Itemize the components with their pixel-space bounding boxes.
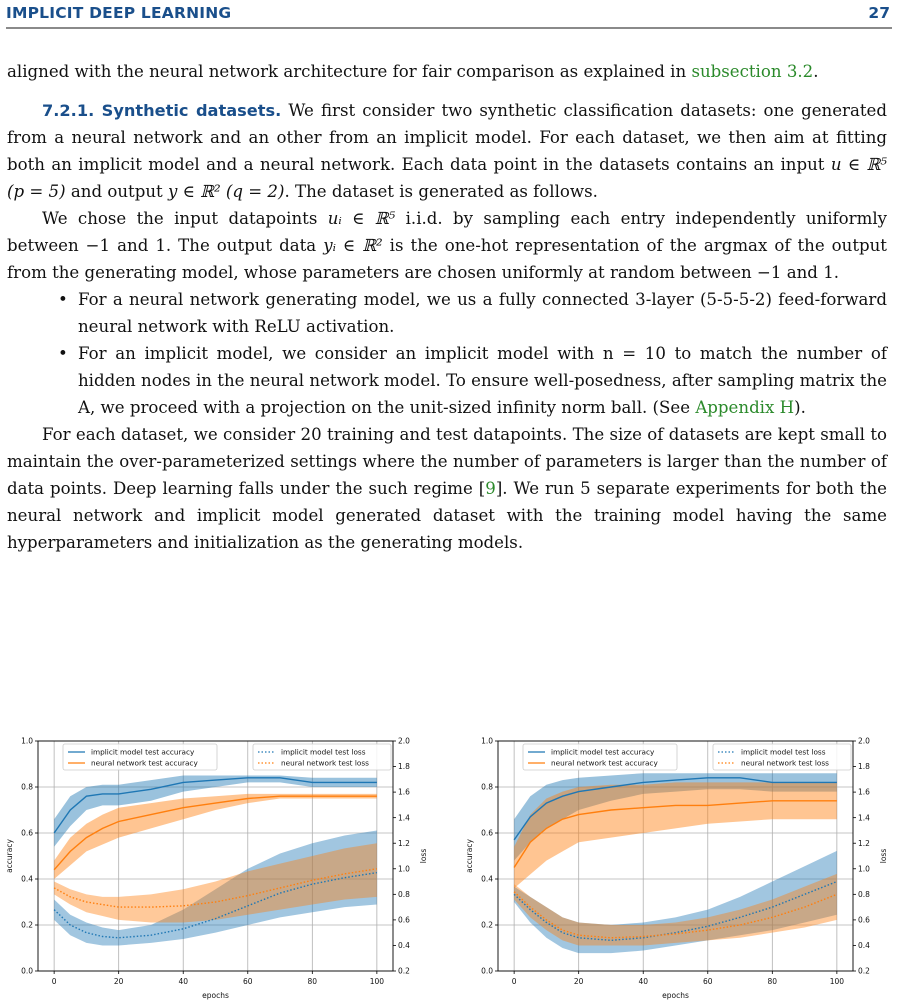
y-right-tick-label: 0.4 [858, 941, 870, 951]
series-band [514, 782, 837, 888]
bullet-list [7, 286, 887, 421]
legend-label: neural network test loss [281, 758, 369, 768]
y-right-tick-label: 0.4 [398, 941, 410, 951]
y-right-tick-label: 0.2 [858, 966, 870, 976]
page-header [6, 0, 892, 28]
x-tick-label: 60 [242, 977, 253, 986]
y-right-tick-label: 1.2 [398, 838, 410, 848]
y-right-tick-label: 1.6 [858, 787, 870, 797]
paragraph-datasets: For each dataset, we consider 20 training and test datapoints. The size of datasets are kept small to maintain the over-parameterized settings where the number of parameters is larger than the number of data points. Deep learning falls under the such regime [9]. We run 5 separate experiments for both the neural network and implicit model generated dataset with the training model having the same hyperparameters and initialization as the generating models. [7, 425, 888, 552]
list-item: • For an implicit model, we consider an implicit model with n = 10 to match the number of hidden nodes in the neural network model. To ensure well-posedness, after sampling matrix the A, we proceed with a projection on the unit-sized infinity norm ball. (See Appendix H). [58, 344, 887, 417]
y-right-tick-label: 0.6 [858, 915, 870, 925]
y-tick-label: 0.2 [481, 920, 493, 930]
y-right-tick-label: 1.8 [858, 762, 870, 772]
y-tick-label: 0.4 [21, 874, 33, 884]
y-axis-label: accuracy [5, 839, 14, 873]
x-tick-label: 0 [511, 977, 517, 986]
legend-label: neural network test loss [741, 758, 829, 768]
y-right-axis-label: loss [879, 848, 888, 864]
chart-left-svg [0, 733, 438, 1002]
x-axis-label: epochs [202, 991, 229, 1000]
running-title: IMPLICIT DEEP LEARNING [6, 4, 232, 22]
legend-label: implicit model test loss [281, 747, 366, 757]
x-tick-label: 80 [307, 977, 318, 986]
series-band [54, 843, 377, 922]
x-tick-label: 40 [178, 977, 189, 986]
chart-right-svg [460, 733, 898, 1002]
legend-label: implicit model test accuracy [551, 747, 655, 757]
x-tick-label: 20 [113, 977, 124, 986]
section-heading: 7.2.1. Synthetic datasets. [42, 101, 282, 120]
y-right-tick-label: 0.6 [398, 915, 410, 925]
legend-label: neural network test accuracy [91, 758, 198, 768]
x-tick-label: 100 [369, 977, 385, 986]
y-tick-label: 0.2 [21, 920, 33, 930]
link-subsection[interactable]: subsection 3.2 [691, 62, 814, 81]
header-rule [6, 27, 892, 29]
list-item: • For a neural network generating model, we us a fully connected 3-layer (5-5-5-2) feed-forward neural network with ReLU activation. [58, 290, 887, 336]
y-right-tick-label: 1.2 [858, 838, 870, 848]
y-axis-label: accuracy [465, 839, 474, 873]
y-right-tick-label: 2.0 [398, 736, 410, 746]
page-number: 27 [868, 4, 890, 22]
x-tick-label: 20 [573, 977, 584, 986]
x-tick-label: 60 [702, 977, 713, 986]
y-tick-label: 0.8 [21, 782, 33, 792]
y-right-tick-label: 0.8 [858, 889, 870, 899]
y-tick-label: 0.4 [481, 874, 493, 884]
y-right-tick-label: 2.0 [858, 736, 870, 746]
legend-label: neural network test accuracy [551, 758, 658, 768]
chart-left [0, 733, 438, 1002]
y-right-tick-label: 1.4 [398, 813, 410, 823]
y-tick-label: 0.8 [481, 782, 493, 792]
y-right-tick-label: 0.2 [398, 966, 410, 976]
x-tick-label: 0 [51, 977, 57, 986]
legend-label: implicit model test loss [741, 747, 826, 757]
y-right-tick-label: 0.8 [398, 889, 410, 899]
citation-link[interactable]: 9 [485, 479, 496, 498]
paragraph-datapoints: We chose the input datapoints uᵢ ∈ ℝ⁵ i.i.d. by sampling each entry independently uniformly between −1 and 1. The output data yᵢ ∈ ℝ² is the one-hot representation of the argmax of the output from the generating model, whose parameters are chosen uniformly at random between −1 and 1. [7, 209, 888, 282]
y-right-tick-label: 1.0 [858, 864, 870, 874]
link-appendix[interactable]: Appendix H [695, 398, 795, 417]
y-tick-label: 1.0 [481, 736, 493, 746]
y-right-axis-label: loss [419, 848, 428, 864]
y-tick-label: 0.6 [21, 828, 33, 838]
y-tick-label: 0.0 [21, 966, 33, 976]
y-tick-label: 0.0 [481, 966, 493, 976]
y-right-tick-label: 1.8 [398, 762, 410, 772]
y-tick-label: 1.0 [21, 736, 33, 746]
paragraph-synthetic: 7.2.1. Synthetic datasets. We first consider two synthetic classification datasets: one generated from a neural network and an other from an implicit model. For each dataset, we then aim at fitting both an implicit model and a neural network. Each data point in the datasets contains an input u ∈ ℝ⁵ (p = 5) and output y ∈ ℝ² (q = 2). The dataset is generated as follows. [7, 101, 887, 201]
y-right-tick-label: 1.0 [398, 864, 410, 874]
x-tick-label: 100 [829, 977, 845, 986]
y-right-tick-label: 1.6 [398, 787, 410, 797]
x-axis-label: epochs [662, 991, 689, 1000]
legend-label: implicit model test accuracy [91, 747, 195, 757]
y-right-tick-label: 1.4 [858, 813, 870, 823]
chart-right [460, 733, 898, 1002]
page-body [7, 58, 887, 556]
paragraph-intro: aligned with the neural network architecture for fair comparison as explained in subsection 3.2. [7, 62, 819, 81]
x-tick-label: 40 [638, 977, 649, 986]
y-tick-label: 0.6 [481, 828, 493, 838]
x-tick-label: 80 [767, 977, 778, 986]
